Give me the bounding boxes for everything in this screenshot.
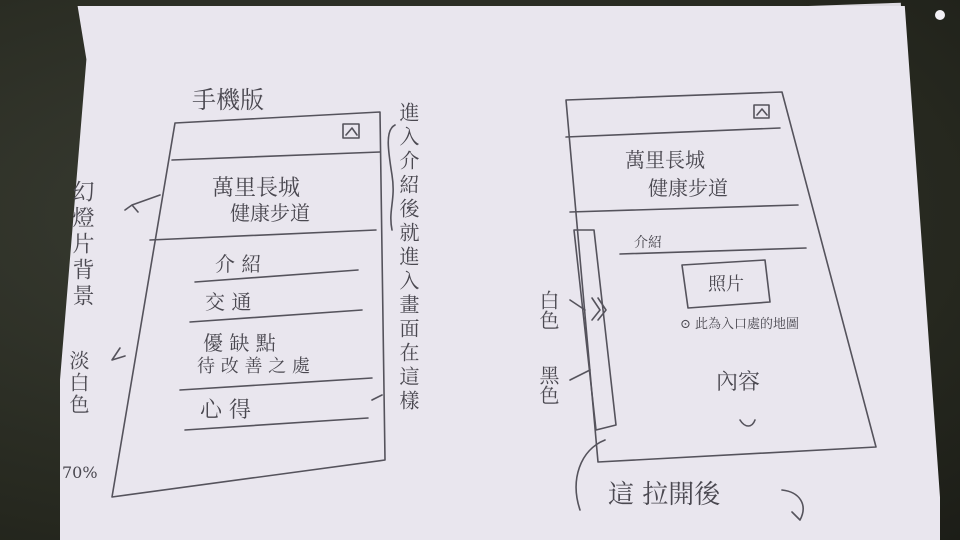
image-icon xyxy=(343,124,359,138)
menu-item-thoughts[interactable]: 心 得 xyxy=(200,398,251,423)
mobile-banner-line-1: 萬里長城 xyxy=(212,176,301,201)
menu-item-intro[interactable]: 介 紹 xyxy=(215,252,262,276)
left-note-opacity: 70% xyxy=(62,463,98,482)
left-arrow-1 xyxy=(125,195,160,212)
detail-photo-caption: ⊙ 此為入口處的地圖 xyxy=(680,317,800,332)
detail-photo-label: 照片 xyxy=(708,274,744,295)
left-note-background: 幻燈片背景 xyxy=(69,180,94,310)
right-note: 進入介紹後就進入畫面在這樣 xyxy=(396,102,420,414)
left-arrow-2 xyxy=(112,348,125,360)
mobile-header-divider xyxy=(172,152,380,160)
left-note-color: 淡白色 xyxy=(66,350,90,416)
image-icon xyxy=(754,105,769,118)
menu-item-transport[interactable]: 交 通 xyxy=(205,290,252,314)
menu-divider-3 xyxy=(180,378,372,390)
right-connector-line xyxy=(388,125,395,230)
mobile-banner-divider xyxy=(150,230,376,240)
bottom-note: 這 拉開後 xyxy=(608,480,721,510)
detail-banner-divider xyxy=(570,205,798,212)
detail-banner-line-2: 健康步道 xyxy=(648,176,728,200)
detail-header-divider xyxy=(566,128,780,137)
bottom-arrow xyxy=(782,490,803,520)
side-note-black: 黑色 xyxy=(536,365,560,405)
detail-section-title: 介紹 xyxy=(634,235,662,251)
menu-item-pros-cons[interactable]: 優 缺 點 xyxy=(203,331,276,355)
detail-content: 內容 xyxy=(716,370,761,395)
side-note-white: 白色 xyxy=(536,290,560,330)
menu-item-improvements[interactable]: 待 改 善 之 處 xyxy=(197,356,310,377)
mobile-banner-line-2: 健康步道 xyxy=(230,201,310,225)
detail-banner-line-1: 萬里長城 xyxy=(625,148,705,172)
bottom-curve xyxy=(576,440,605,510)
mobile-title: 手機版 xyxy=(192,86,264,114)
